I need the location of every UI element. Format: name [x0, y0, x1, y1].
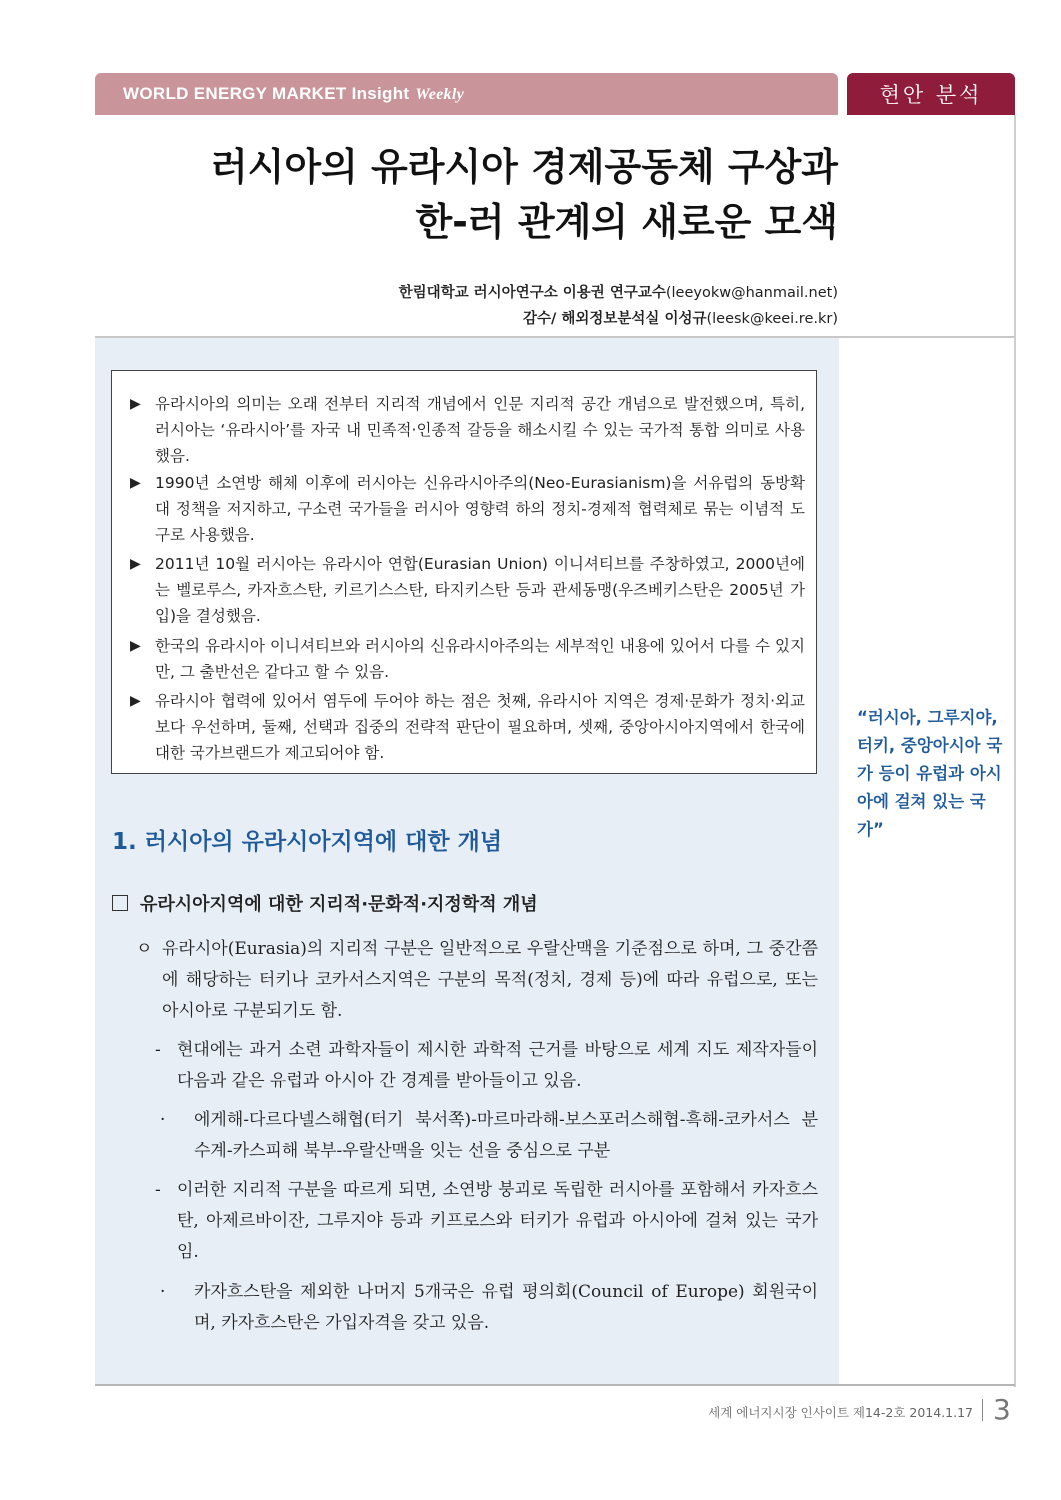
author-line-2: [399, 306, 838, 332]
dash-item: - 현대에는 과거 소련 과학자들이 제시한 과학적 근거를 바탕으로 세계 지도 제작자들이 다음과 같은 유럽과 아시아 간 경계를 받아들이고 있음.: [155, 1035, 818, 1097]
title-line-2: 한-러 관계의 새로운 모색: [415, 200, 838, 244]
weekly-label: Weekly: [415, 86, 464, 103]
checkbox-square-icon: [112, 895, 128, 911]
dash-marker: -: [155, 1040, 161, 1060]
circle-marker-icon: ㅇ: [136, 939, 153, 959]
dot-marker: ·: [160, 1110, 166, 1130]
subheading: 유라시아지역에 대한 지리적·문화적·지정학적 개념: [112, 890, 538, 916]
triangle-bullet-icon: ▶: [130, 396, 141, 412]
publication-brand: WORLD ENERGY MARKET Insight Weekly: [123, 84, 464, 103]
triangle-bullet-icon: ▶: [130, 475, 141, 491]
triangle-bullet-icon: ▶: [130, 693, 141, 709]
page-number: 3: [993, 1393, 1011, 1426]
reviewer-email: (leesk@keei.re.kr): [706, 311, 838, 327]
dash-item: - 이러한 지리적 구분을 따르게 되면, 소연방 붕괴로 독립한 러시아를 포함해서 카자흐스탄, 아제르바이잔, 그루지야 등과 키프로스와 터키가 유럽과 아시아에 걸쳐 있는 국가임.: [155, 1175, 818, 1268]
footer-separator: [982, 1399, 983, 1421]
summary-item: ▶ 1990년 소연방 해체 이후에 러시아는 신유라시아주의(Neo-Eurasianism)을 서유럽의 동방확대 정책을 저지하고, 구소련 국가들을 러시아 영향력 하의 정치-경제적 협력체로 묶는 이념적 도구로 사용했음.: [130, 470, 805, 548]
author-name: 한림대학교 러시아연구소 이용권 연구교수: [398, 285, 666, 301]
author-email: (leeyokw@hanmail.net): [665, 285, 838, 301]
dot-item: · 에게해-다르다넬스해협(터기 북서쪽)-마르마라해-보스포러스해협-흑해-코카서스 분수계-카스피해 북부-우랄산맥을 잇는 선을 중심으로 구분: [160, 1105, 818, 1167]
triangle-bullet-icon: ▶: [130, 556, 141, 572]
header-bar: [95, 73, 838, 115]
dot-marker: ·: [160, 1282, 166, 1302]
page-title: [211, 140, 838, 250]
right-border: [1014, 115, 1016, 1387]
author-line-1: [399, 280, 838, 306]
dash-marker: -: [155, 1180, 161, 1200]
dot-item: · 카자흐스탄을 제외한 나머지 5개국은 유럽 평의회(Council of Europe) 회원국이며, 카자흐스탄은 가입자격을 갖고 있음.: [160, 1277, 818, 1339]
reviewer-name: 감수/ 해외정보분석실 이성규: [522, 311, 707, 327]
summary-item: ▶ 한국의 유라시아 이니셔티브와 러시아의 신유라시아주의는 세부적인 내용에 있어서 다를 수 있지만, 그 출반선은 같다고 할 수 있음.: [130, 633, 805, 685]
section-tab: 현안 분석: [847, 73, 1015, 115]
title-line-1: 러시아의 유라시아 경제공동체 구상과: [210, 145, 838, 189]
summary-box: [111, 370, 817, 774]
summary-item: ▶ 유라시아 협력에 있어서 염두에 두어야 하는 점은 첫째, 유라시아 지역은 경제·문화가 정치·외교보다 우선하며, 둘째, 선택과 집중의 전략적 판단이 필요하며, 셋째, 중앙아시아지역에서 한국에 대한 국가브랜드가 제고되어야 함.: [130, 688, 805, 766]
divider-bottom: [95, 1384, 1015, 1386]
triangle-bullet-icon: ▶: [130, 638, 141, 654]
author-block: [399, 280, 838, 332]
sidebar-pull-quote: “러시아, 그루지야, 터키, 중앙아시아 국가 등이 유럽과 아시아에 걸쳐 있는 국가”: [857, 708, 1003, 839]
summary-item: ▶ 2011년 10월 러시아는 유라시아 연합(Eurasian Union) 이니셔티브를 주창하였고, 2000년에는 벨로루스, 카자흐스탄, 키르기스스탄, 타지키스탄 등과 관세동맹(우즈베키스탄은 2005년 가입)을 결성했음.: [130, 551, 805, 629]
section-heading: 1. 러시아의 유라시아지역에 대한 개념: [112, 829, 503, 855]
summary-item: ▶ 유라시아의 의미는 오래 전부터 지리적 개념에서 인문 지리적 공간 개념으로 발전했으며, 특히, 러시아는 ‘유라시아’를 자국 내 민족적·인종적 갈등을 해소시킬 수 있는 국가적 통합 의미로 사용했음.: [130, 391, 805, 469]
body-paragraph: ㅇ 유라시아(Eurasia)의 지리적 구분은 일반적으로 우랄산맥을 기준점으로 하며, 그 중간쯤에 해당하는 터키나 코카서스지역은 구분의 목적(정치, 경제 등)에 따라 유럽으로, 또는 아시아로 구분되기도 함.: [136, 934, 818, 1027]
footer-publication: 세계 에너지시장 인사이트 제14-2호 2014.1.17: [708, 1405, 973, 1420]
